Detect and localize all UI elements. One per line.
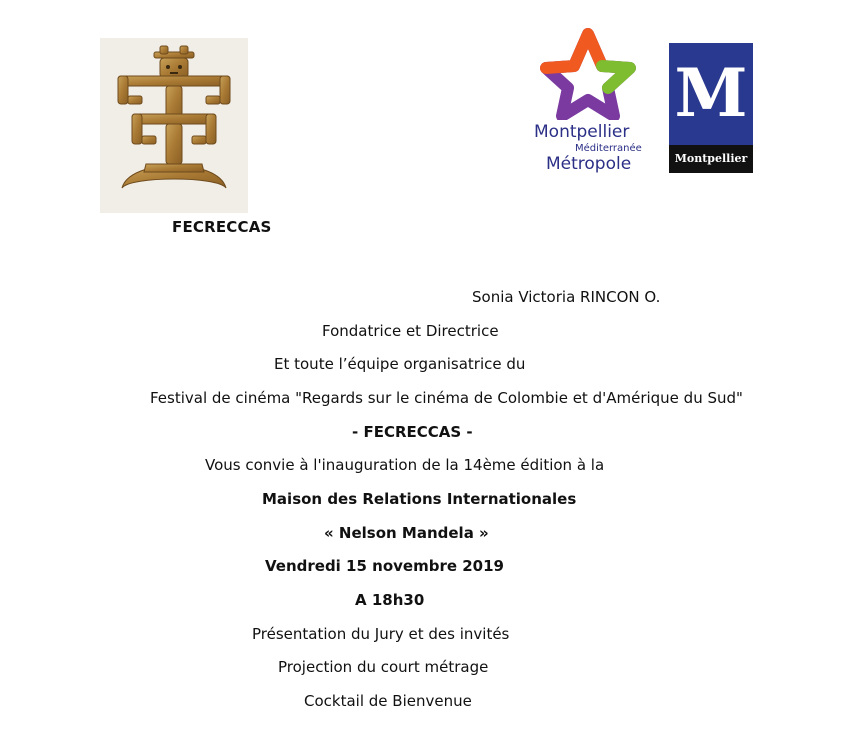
montpellier-city-logo bbox=[669, 43, 753, 173]
metropole-word-metropole: Métropole bbox=[546, 154, 632, 174]
event-time: A 18h30 bbox=[355, 591, 425, 609]
metropole-logo bbox=[522, 28, 662, 178]
team-text: Et toute l’équipe organisatrice du bbox=[274, 355, 526, 373]
festival-acronym: - FECRECCAS - bbox=[352, 423, 473, 441]
event-date: Vendredi 15 novembre 2019 bbox=[265, 557, 504, 575]
venue-subname: « Nelson Mandela » bbox=[324, 524, 489, 542]
program-item-short-film: Projection du court métrage bbox=[278, 658, 489, 676]
festival-title: Festival de cinéma "Regards sur le cinéma de Colombie et d'Amérique du Sud" bbox=[150, 389, 743, 407]
invite-text: Vous convie à l'inauguration de la 14ème édition à la bbox=[205, 456, 605, 474]
host-role: Fondatrice et Directrice bbox=[322, 322, 499, 340]
metropole-word-montpellier: Montpellier bbox=[534, 122, 630, 142]
city-logo-letter: M bbox=[674, 54, 748, 132]
metropole-word-mediterranee: Méditerranée bbox=[575, 143, 642, 154]
star-icon bbox=[522, 28, 662, 120]
pre-columbian-gold-figure-icon bbox=[100, 38, 248, 213]
org-name: FECRECCAS bbox=[172, 218, 272, 236]
fecreccas-logo bbox=[100, 38, 248, 213]
city-logo-band: Montpellier bbox=[669, 145, 753, 173]
program-item-jury: Présentation du Jury et des invités bbox=[252, 625, 510, 643]
venue-name: Maison des Relations Internationales bbox=[262, 490, 577, 508]
program-item-cocktail: Cocktail de Bienvenue bbox=[304, 692, 472, 710]
host-name: Sonia Victoria RINCON O. bbox=[472, 288, 661, 306]
